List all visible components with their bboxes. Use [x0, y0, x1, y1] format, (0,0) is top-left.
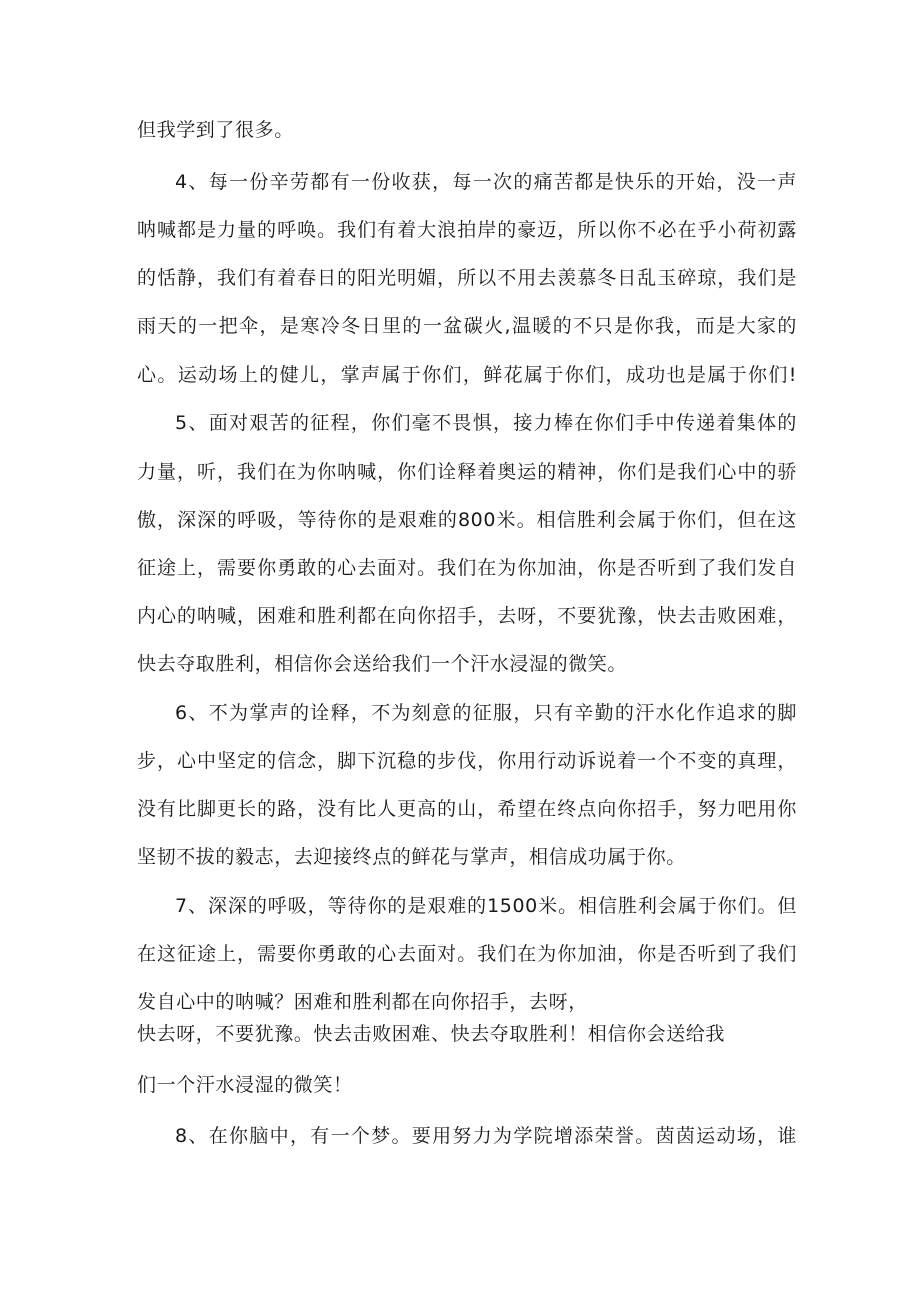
text-line: 7、深深的呼吸，等待你的是艰难的1500米。相信胜利会属于你们。但: [175, 895, 797, 917]
text-line: 发自心中的呐喊？困难和胜利都在向你招手，去呀，: [137, 991, 588, 1013]
text-line: 坚韧不拔的毅志，去迎接终点的鲜花与掌声，相信成功属于你。: [137, 846, 686, 868]
text-line: 们一个汗水浸湿的微笑！: [137, 1074, 353, 1096]
text-line: 征途上，需要你勇敢的心去面对。我们在为你加油，你是否听到了我们发自: [137, 557, 797, 579]
text-line: 的恬静，我们有着春日的阳光明媚，所以不用去羡慕冬日乱玉碎琼，我们是: [137, 267, 797, 289]
text-line: 步，心中坚定的信念，脚下沉稳的步伐，你用行动诉说着一个不变的真理，: [137, 750, 797, 772]
text-line: 心。运动场上的健儿，掌声属于你们，鲜花属于你们，成功也是属于你们!: [137, 364, 797, 386]
text-line: 快去夺取胜利，相信你会送给我们一个汗水浸湿的微笑。: [137, 653, 628, 675]
text-line: 在这征途上，需要你勇敢的心去面对。我们在为你加油，你是否听到了我们: [137, 943, 797, 965]
text-line: 傲，深深的呼吸，等待你的是艰难的800米。相信胜利会属于你们，但在这: [137, 509, 797, 531]
text-line: 6、不为掌声的诠释，不为刻意的征服，只有辛勤的汗水化作追求的脚: [175, 702, 797, 724]
text-line: 力量，听，我们在为你呐喊，你们诠释着奥运的精神，你们是我们心中的骄: [137, 461, 797, 483]
text-line: 但我学到了很多。: [137, 119, 294, 141]
text-line: 4、每一份辛劳都有一份收获，每一次的痛苦都是快乐的开始，没一声: [175, 171, 797, 193]
text-line: 快去呀，不要犹豫。快去击败困难、快去夺取胜利！相信你会送给我: [137, 1023, 726, 1045]
text-line: 8、在你脑中，有一个梦。要用努力为学院增添荣誉。茵茵运动场，谁: [175, 1125, 797, 1147]
text-line: 5、面对艰苦的征程，你们毫不畏惧，接力棒在你们手中传递着集体的: [175, 412, 797, 434]
text-line: 雨天的一把伞，是寒冷冬日里的一盆碳火,温暖的不只是你我，而是大家的: [137, 315, 797, 337]
text-line: 呐喊都是力量的呼唤。我们有着大浪拍岸的豪迈，所以你不必在乎小荷初露: [137, 219, 797, 241]
text-line: 没有比脚更长的路，没有比人更高的山，希望在终点向你招手，努力吧用你: [137, 798, 797, 820]
text-line: 内心的呐喊，困难和胜利都在向你招手，去呀，不要犹豫，快去击败困难，: [137, 605, 797, 627]
